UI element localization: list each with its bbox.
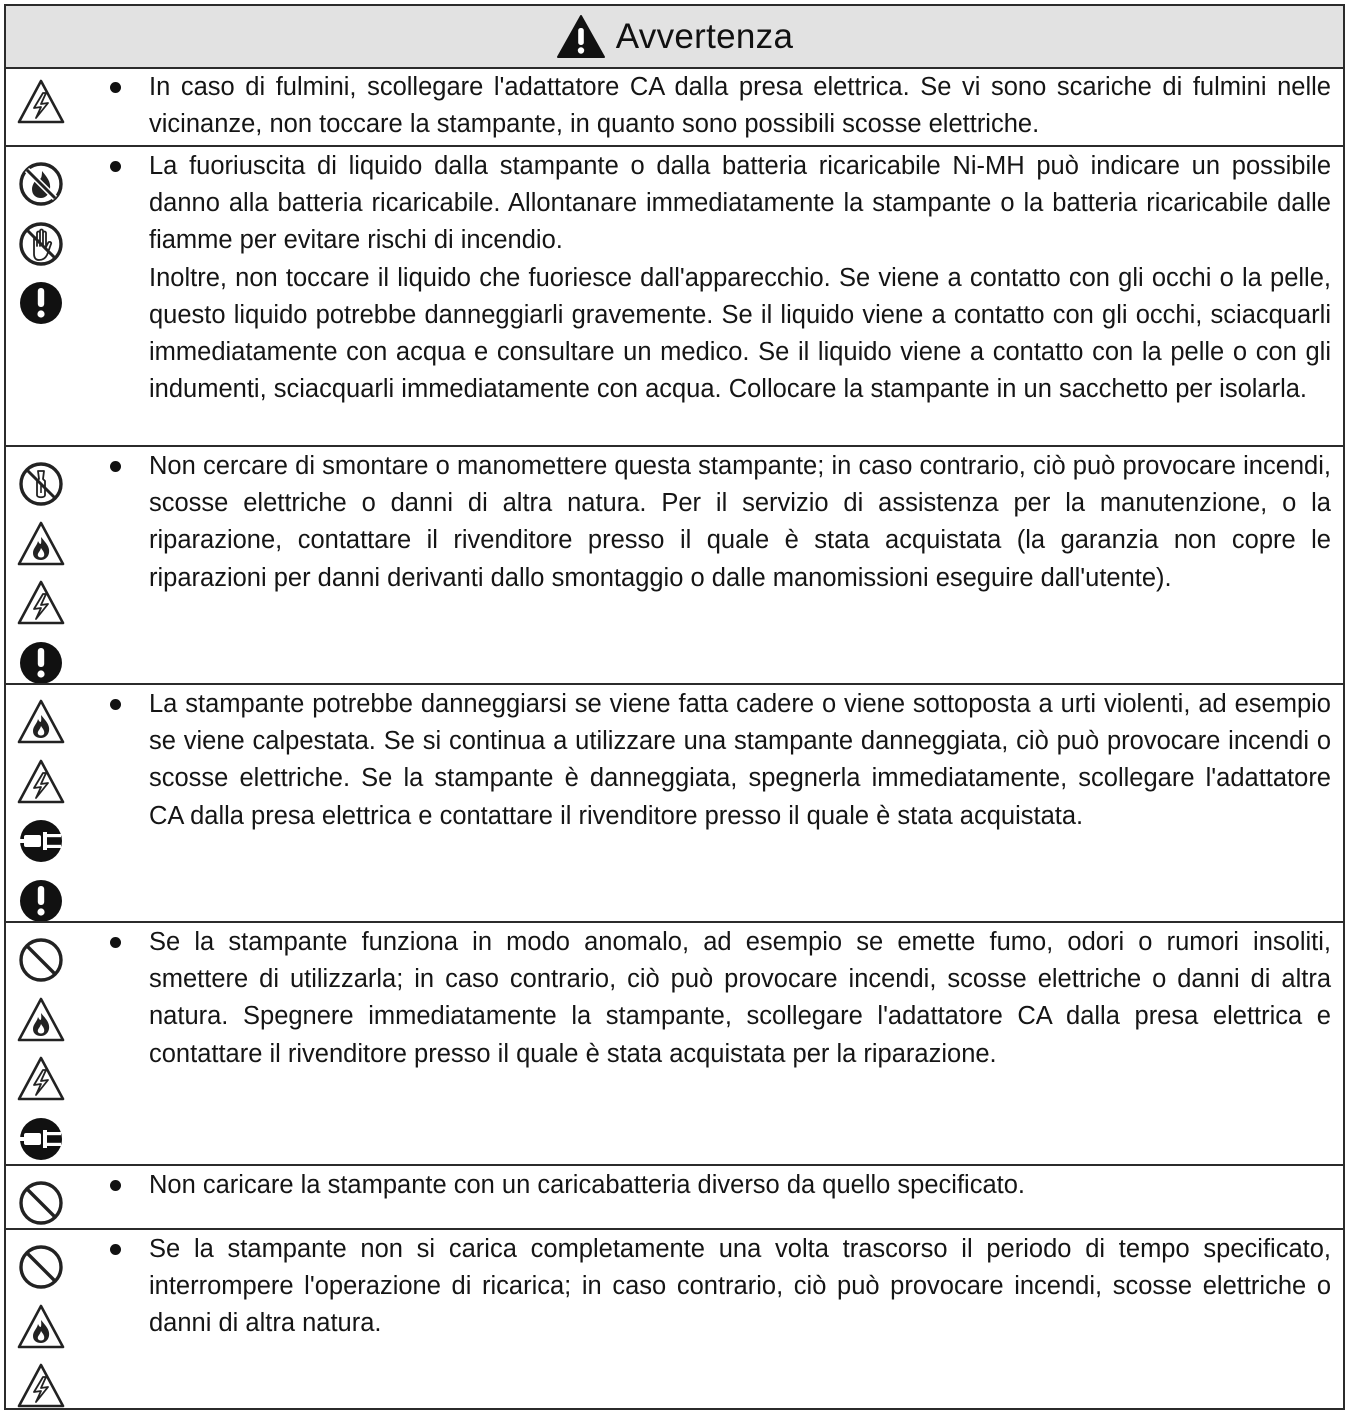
unplug-icon [16, 1114, 66, 1164]
warning-paragraph: Non cercare di smontare o manomettere questa stampante; in caso contrario, ciò può provocare incendi, scosse elettriche o danni di altra natura. Per il servizio di assistenza per la manutenzione, o la riparazione, contattare il rivenditore presso il quale è stata acquistata (la garanzia non copre le riparazioni per danni derivanti dallo smontaggio o dalle manomissioni eseguire dall'utente). [149, 452, 1331, 592]
prohibited-icon [16, 1178, 66, 1228]
warning-paragraph: La stampante potrebbe danneggiarsi se viene fatta cadere o viene sottoposta a urti violenti, ad esempio se viene calpestata. Se si continua a utilizzare una stampante danneggiata, ciò può provocare incendi o scosse elettriche. Se la stampante è danneggiata, spegnerla immediatamente, scollegare l'adattatore CA dalla presa elettrica e contattare il rivenditore presso il quale è stata acquistata. [149, 690, 1331, 830]
bullet-point [110, 1244, 121, 1255]
warning-row [6, 1228, 1343, 1408]
fire-warning-icon [16, 1302, 66, 1352]
electric-shock-warning-icon [16, 757, 66, 807]
warning-row [6, 921, 1343, 1166]
warning-paragraph: La fuoriuscita di liquido dalla stampante o dalla batteria ricaricabile Ni-MH può indicare un possibile danno alla batteria ricaricabile. Allontanare immediatamente la stampante o la batteria ricaricabile dalle fiamme per evitare rischi di incendio. [149, 152, 1331, 255]
warning-row [6, 683, 1343, 923]
bullet-point [110, 82, 121, 93]
warning-text [149, 448, 1331, 597]
mandatory-action-icon [16, 278, 66, 328]
electric-shock-warning-icon [16, 1054, 66, 1104]
fire-warning-icon [16, 995, 66, 1045]
prohibited-icon [16, 1242, 66, 1292]
warning-paragraph: Se la stampante funziona in modo anomalo, ad esempio se emette fumo, odori o rumori insoliti, smettere di utilizzarla; in caso contrario, ciò può provocare incendi, scosse elettriche o danni di altra natura. Spegnere immediatamente la stampante, scollegare l'adattatore CA dalla presa elettrica e contattare il rivenditore presso il quale è stata acquistata per la riparazione. [149, 928, 1331, 1068]
warning-row [6, 67, 1343, 145]
mandatory-action-icon [16, 638, 66, 688]
warning-paragraph: In caso di fulmini, scollegare l'adattatore CA dalla presa elettrica. Se vi sono scariche di fulmini nelle vicinanze, non toccare la stampante, in quanto sono possibili scosse elettriche. [149, 73, 1331, 139]
mandatory-action-icon [16, 876, 66, 926]
electric-shock-warning-icon [16, 578, 66, 628]
warning-text [149, 924, 1331, 1073]
no-fire-icon [16, 159, 66, 209]
warning-triangle-icon [556, 14, 606, 60]
warning-text [149, 686, 1331, 835]
fire-warning-icon [16, 697, 66, 747]
unplug-icon [16, 816, 66, 866]
warning-row [6, 1164, 1343, 1230]
warning-row [6, 445, 1343, 685]
warning-text [149, 1167, 1331, 1204]
warning-table [4, 4, 1345, 1410]
warning-text [149, 148, 1331, 408]
warning-row [6, 145, 1343, 447]
warning-paragraph: Inoltre, non toccare il liquido che fuoriesce dall'apparecchio. Se viene a contatto con gli occhi o la pelle, questo liquido potrebbe danneggiarli gravemente. Se il liquido viene a contatto con gli occhi, sciacquarli immediatamente con acqua e consultare un medico. Se il liquido viene a contatto con la pelle o con gli indumenti, sciacquarli immediatamente con acqua. Collocare la stampante in un sacchetto per isolarla. [149, 263, 1331, 404]
bullet-point [110, 161, 121, 172]
bullet-point [110, 937, 121, 948]
electric-shock-warning-icon [16, 77, 66, 127]
bullet-point [110, 699, 121, 710]
electric-shock-warning-icon [16, 1361, 66, 1411]
table-header [6, 6, 1343, 69]
bullet-point [110, 461, 121, 472]
warning-paragraph: Se la stampante non si carica completamente una volta trascorso il periodo di tempo specificato, interrompere l'operazione di ricarica; in caso contrario, ciò può provocare incendi, scosse elettriche o danni di altra natura. [149, 1235, 1331, 1338]
warning-text [149, 69, 1331, 143]
warning-text [149, 1231, 1331, 1343]
fire-warning-icon [16, 519, 66, 569]
do-not-touch-icon [16, 219, 66, 269]
no-disassembly-icon [16, 459, 66, 509]
table-title: Avvertenza [615, 16, 794, 56]
prohibited-icon [16, 935, 66, 985]
bullet-point [110, 1180, 121, 1191]
warning-paragraph: Non caricare la stampante con un caricabatteria diverso da quello specificato. [149, 1171, 1025, 1199]
